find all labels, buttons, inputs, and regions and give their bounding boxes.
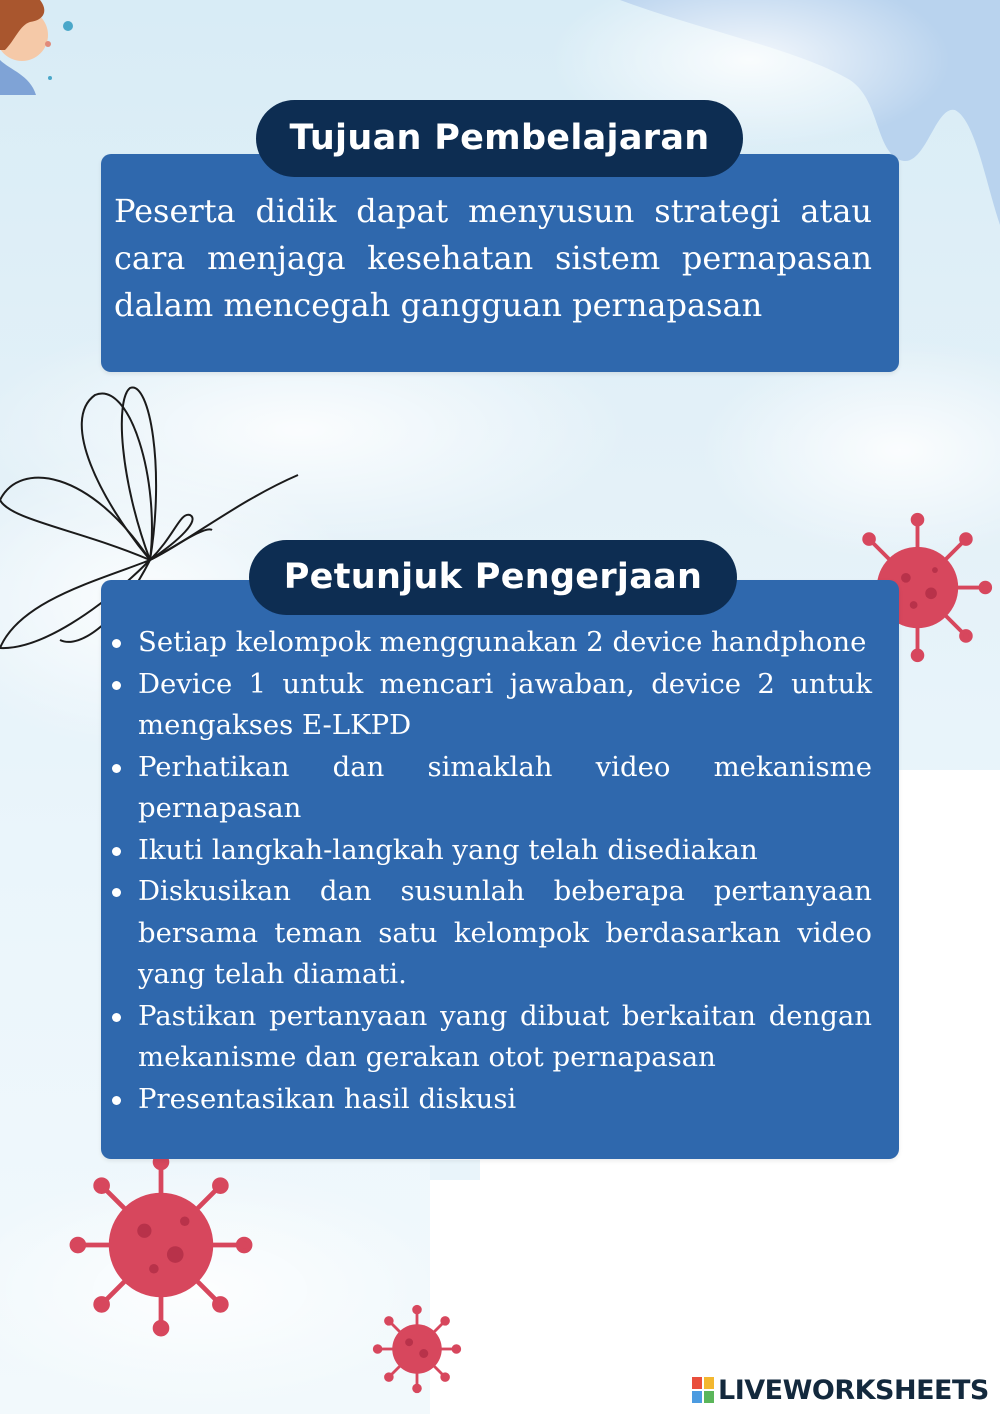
- steps-section-title: Petunjuk Pengerjaan: [249, 540, 737, 615]
- list-item: [106, 1079, 872, 1121]
- steps-list: [106, 622, 872, 1120]
- virus-icon: [66, 1150, 256, 1340]
- liveworksheets-logo-icon: [692, 1377, 714, 1403]
- list-item-text: Diskusikan dan susunlah beberapa pertanyaan bersama teman satu kelompok berdasarkan video yang telah diamati.: [138, 875, 872, 990]
- child-breathing-icon: [0, 0, 73, 95]
- bullet-icon: [112, 764, 121, 773]
- bullet-icon: [112, 1096, 121, 1105]
- list-item-text: Pastikan pertanyaan yang dibuat berkaitan dengan mekanisme dan gerakan otot pernapasan: [138, 999, 872, 1073]
- bullet-icon: [112, 847, 121, 856]
- list-item-text: Ikuti langkah-langkah yang telah disediakan: [138, 833, 758, 866]
- list-item: [106, 830, 872, 872]
- list-item-text: Perhatikan dan simaklah video mekanisme pernapasan: [138, 750, 872, 824]
- brand-name: LIVEWORKSHEETS: [718, 1374, 989, 1406]
- list-item-text: Setiap kelompok menggunakan 2 device handphone: [138, 626, 867, 658]
- bullet-icon: [112, 639, 121, 648]
- virus-icon: [372, 1304, 462, 1394]
- bullet-icon: [112, 681, 121, 690]
- goal-section-title: Tujuan Pembelajaran: [256, 100, 743, 177]
- list-item: [106, 996, 872, 1079]
- liveworksheets-brand[interactable]: [692, 1372, 989, 1408]
- list-item-text: Presentasikan hasil diskusi: [138, 1082, 517, 1115]
- goal-text: Peserta didik dapat menyusun strategi atau cara menjaga kesehatan sistem pernapasan dalam mencegah gangguan pernapasan: [114, 192, 872, 324]
- list-item: [106, 622, 872, 664]
- list-item: [106, 871, 872, 996]
- list-item: [106, 747, 872, 830]
- list-item: [106, 664, 872, 747]
- list-item-text: Device 1 untuk mencari jawaban, device 2 untuk mengakses E-LKPD: [138, 667, 872, 741]
- bullet-icon: [112, 888, 121, 897]
- bullet-icon: [112, 1013, 121, 1022]
